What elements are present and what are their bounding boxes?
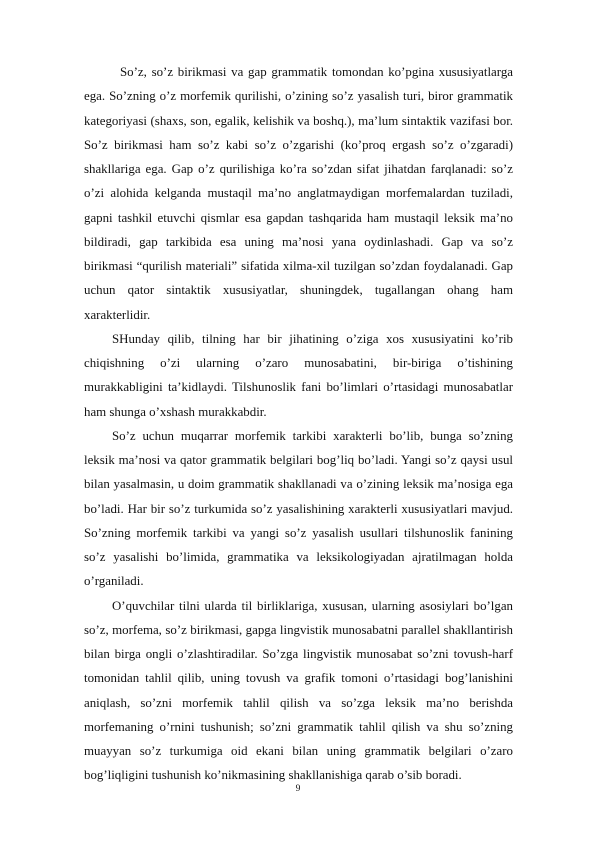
paragraph-2: SHunday qilib, tilning har bir jihatining o’ziga xos xususiyatini ko’rib chiqishning o’zi ularning o’zaro munosabatini, bir-biriga o’tishining murakkabligini ta’kidlaydi. Tilshunoslik fani bo’limlari o’rtasidagi munosabatlar ham shunga o’xshash murakkabdir. — [84, 331, 513, 419]
page-number: 9 — [295, 784, 301, 794]
paragraph-1: So’z, so’z birikmasi va gap grammatik tomondan ko’pgina xususiyatlarga ega. So’zning o’z morfemik qurilishi, o’zining so’z yasalish turi, biror grammatik kategoriyasi (shaxs, son, egalik, kelishik va boshq.), ma’lum sintaktik vazifasi bor. So’z birikmasi ham so’z kabi so’z o’zgarishi (ko’proq ergash so’z o’zgaradi) shakllariga ega. Gap o’z qurilishiga ko’ra so’zdan sifat jihatdan farqlanadi: so’z o’zi alohida kelganda mustaqil ma’no anglatmaydigan morfemalardan tuziladi, gapni tashkil etuvchi qismlar esa gapdan tashqarida ham mustaqil leksik ma’no bildiradi, gap tarkibida esa uning ma’nosi yana oydinlashadi. Gap va so’z birikmasi “qurilish materiali” sifatida xilma-xil tuzilgan so’zdan foydalanadi. Gap uchun qator sintaktik xususiyatlar, shuningdek, tugallangan ohang ham xarakterlidir. — [84, 65, 513, 322]
paragraph-3: So’z uchun muqarrar morfemik tarkibi xarakterli bo’lib, bunga so’zning leksik ma’nosi va qator grammatik belgilari bog’liq bo’ladi. Yangi so’z qaysi usul bilan yasalmasin, u doim grammatik shakllanadi va o’zining leksik ma’nosiga ega bo’ladi. Har bir so’z turkumida so’z yasalishining xarakterli xususiyatlari mavjud. So’zning morfemik tarkibi va yangi so’z yasalish usullari tilshunoslik fanining so’z yasalishi bo’limida, grammatika va leksikologiyadan ajratilmagan holda o’rganiladi. — [84, 428, 513, 589]
paragraph-4: O’quvchilar tilni ularda til birliklariga, xususan, ularning asosiylari bo’lgan so’z, morfema, so’z birikmasi, gapga lingvistik munosabatni parallel shakllantirish bilan birga ongli o’zlashtiradilar. So’zga lingvistik munosabat so’zni tovush-harf tomonidan tahlil qilib, uning tovush va grafik tomoni o’rtasidagi bog’lanishini aniqlash, so’zni morfemik tahlil qilish va so’zga leksik ma’no berishda morfemaning o’rnini tushunish; so’zni grammatik tahlil qilish va shu so’zning muayyan so’z turkumiga oid ekani bilan uning grammatik belgilari o’zaro bog’liqligini tushunish ko’nikmasining shakllanishiga qarab o’sib boradi. — [84, 598, 513, 783]
body-text — [84, 60, 513, 788]
